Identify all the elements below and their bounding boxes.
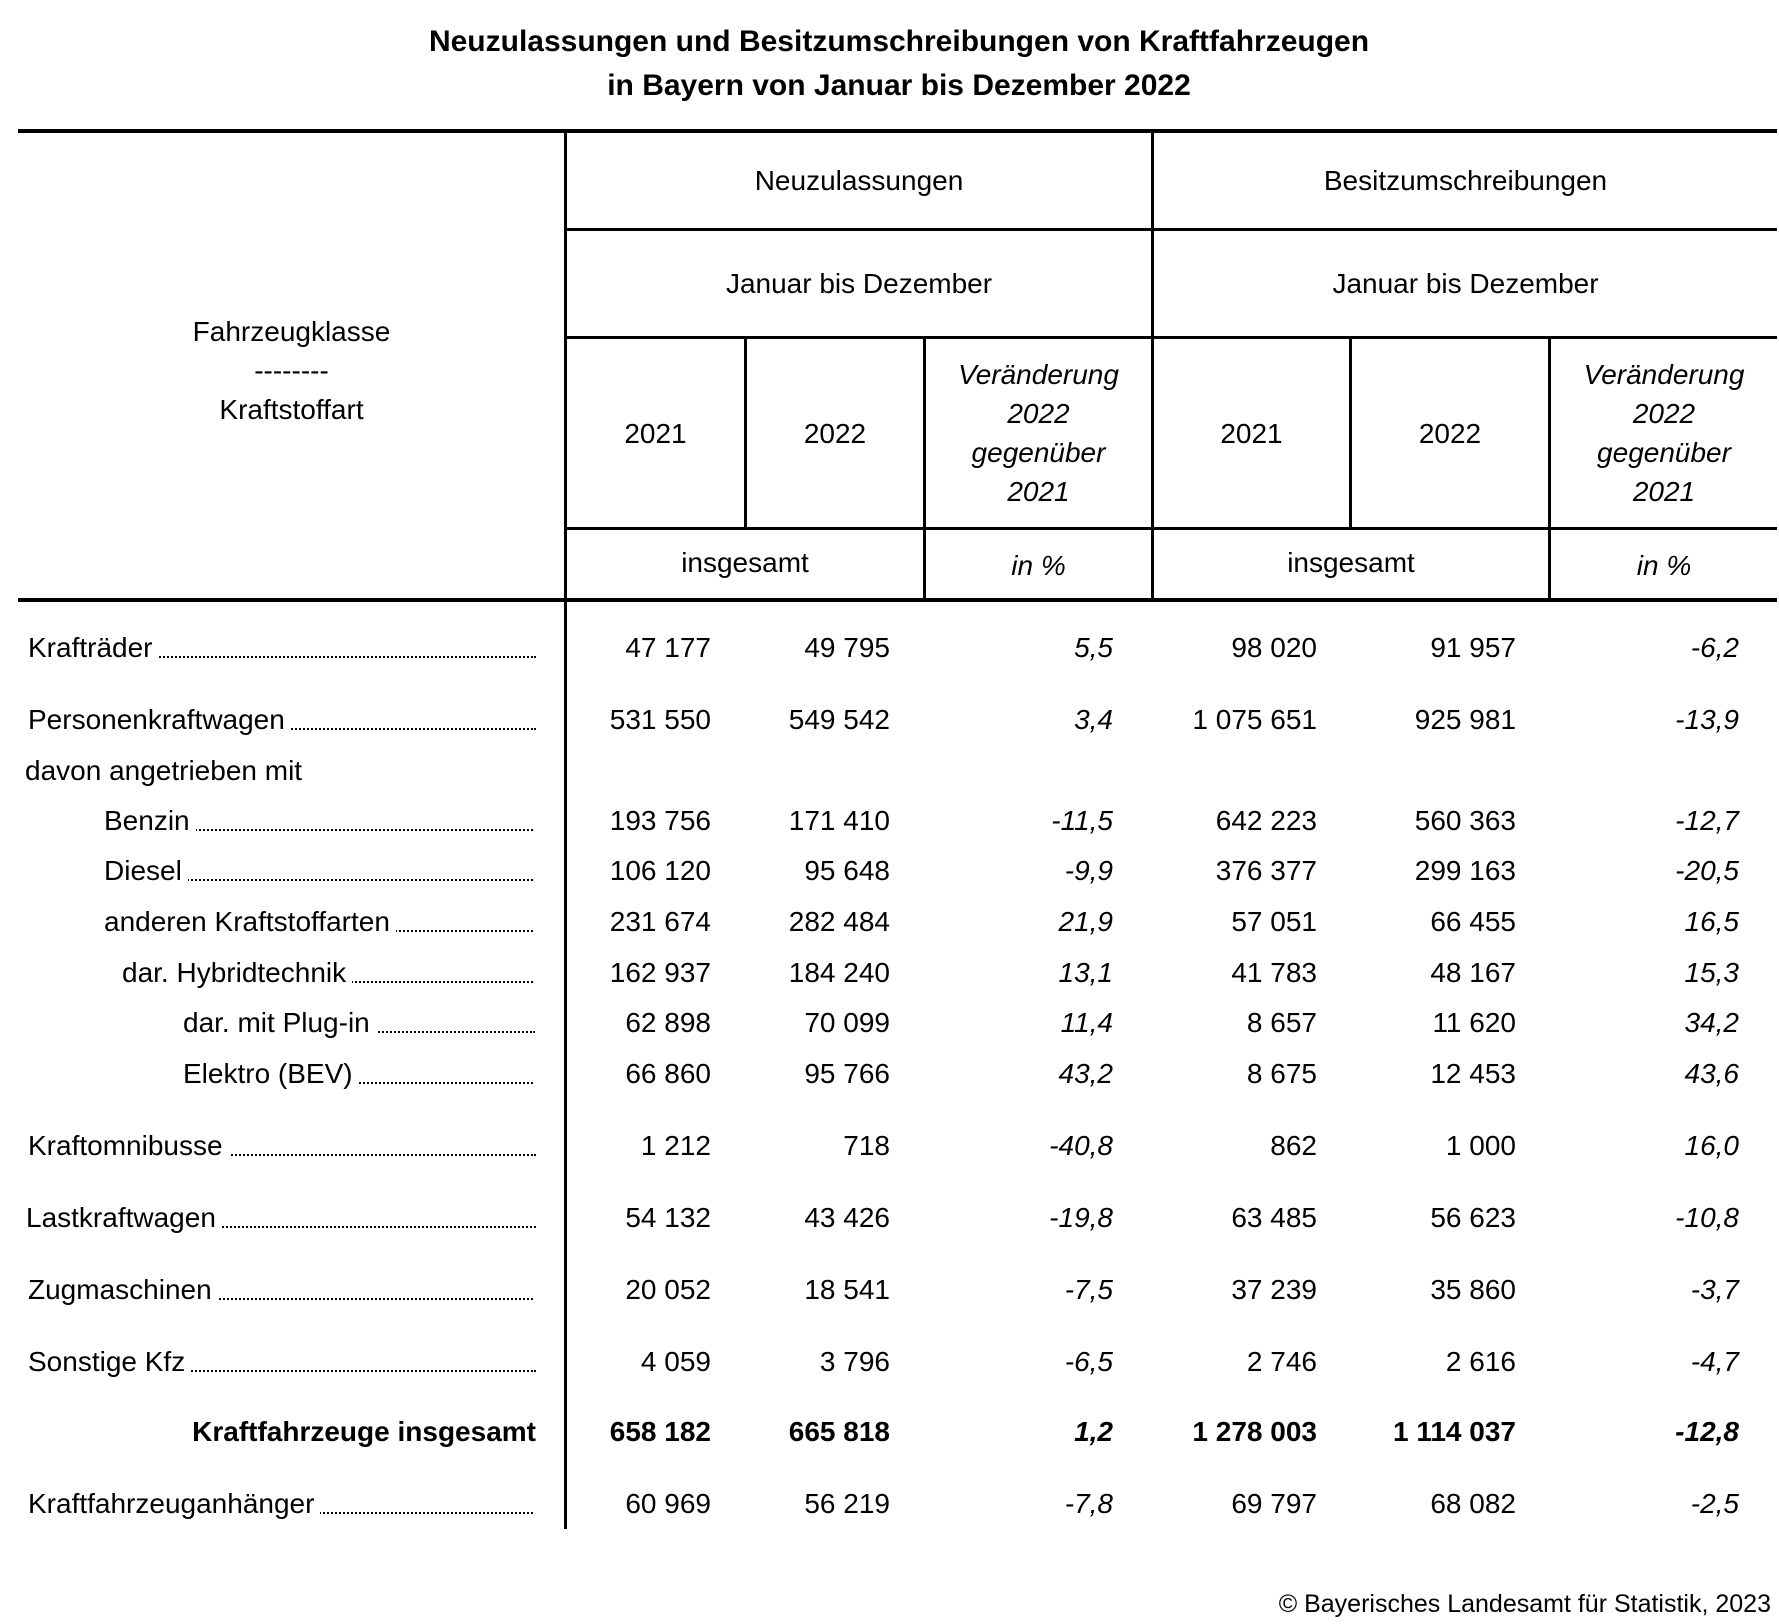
cell-bu-2022: 66 455 xyxy=(1430,906,1516,937)
cell-nz-2021: 162 937 xyxy=(609,957,711,988)
cell-nz-2021: 62 898 xyxy=(625,1007,711,1038)
row-label: Kraftomnibusse xyxy=(28,1124,536,1168)
cell-nz-change: -9,9 xyxy=(1064,855,1113,886)
cell-bu-2021: 41 783 xyxy=(1231,957,1317,988)
row-label: davon angetrieben mit xyxy=(25,749,533,793)
cell-bu-change: 43,6 xyxy=(1684,1058,1739,1089)
row-label: Krafträder xyxy=(28,626,536,670)
row-label: Lastkraftwagen xyxy=(26,1196,536,1240)
row-label-header-separator: -------- xyxy=(254,354,329,386)
cell-bu-change: -3,7 xyxy=(1690,1274,1739,1305)
table-row-elektro-bev xyxy=(0,1052,1779,1096)
cell-bu-2022: 91 957 xyxy=(1430,632,1516,663)
cell-nz-2022: 95 766 xyxy=(804,1058,890,1089)
cell-bu-change: 16,0 xyxy=(1684,1130,1739,1161)
cell-bu-change: -6,2 xyxy=(1690,632,1739,663)
cell-bu-change: -4,7 xyxy=(1690,1346,1739,1377)
table-row-personenkraftwagen xyxy=(0,698,1779,742)
cell-nz-2021: 66 860 xyxy=(625,1058,711,1089)
col-header-bu-2021: 2021 xyxy=(1220,417,1283,449)
cell-nz-2022: 43 426 xyxy=(804,1202,890,1233)
cell-bu-2022: 35 860 xyxy=(1430,1274,1516,1305)
cell-nz-2022: 3 796 xyxy=(819,1346,890,1377)
cell-bu-2022: 2 616 xyxy=(1445,1346,1516,1377)
table-row-anderen-kraftstoffarten xyxy=(0,900,1779,944)
bu-change-line-1: Veränderung xyxy=(1583,359,1745,390)
cell-nz-2021: 4 059 xyxy=(640,1346,711,1377)
group-header-neuzulassungen: Neuzulassungen xyxy=(754,165,964,196)
row-label: Benzin xyxy=(104,799,533,843)
row-label: Personenkraftwagen xyxy=(28,698,536,742)
cell-nz-2021: 47 177 xyxy=(625,632,711,663)
row-label: Kraftfahrzeuge insgesamt xyxy=(192,1416,536,1447)
cell-bu-2021: 1 278 003 xyxy=(1192,1416,1317,1447)
cell-bu-2021: 2 746 xyxy=(1246,1346,1317,1377)
cell-bu-2021: 642 223 xyxy=(1215,805,1317,836)
cell-bu-change: 16,5 xyxy=(1684,906,1739,937)
cell-nz-2022: 18 541 xyxy=(804,1274,890,1305)
cell-bu-2022: 68 082 xyxy=(1430,1488,1516,1519)
cell-bu-change: -12,8 xyxy=(1675,1416,1739,1447)
cell-bu-change: 15,3 xyxy=(1684,957,1739,988)
cell-bu-2021: 862 xyxy=(1270,1130,1317,1161)
cell-nz-change: -40,8 xyxy=(1049,1130,1113,1161)
table-row-lastkraftwagen xyxy=(0,1196,1779,1240)
row-label: anderen Kraftstoffarten xyxy=(104,900,533,944)
cell-nz-2021: 231 674 xyxy=(609,906,711,937)
table-row-kraftfahrzeuganhaenger xyxy=(0,1482,1779,1526)
cell-bu-2022: 560 363 xyxy=(1414,805,1516,836)
cell-nz-2022: 95 648 xyxy=(804,855,890,886)
cell-bu-2021: 57 051 xyxy=(1231,906,1317,937)
unit-header-bu-pct: in % xyxy=(1636,549,1692,581)
cell-nz-change: 11,4 xyxy=(1060,1007,1113,1038)
row-label-header-line-1: Fahrzeugklasse xyxy=(192,315,391,347)
copyright-footer: © Bayerisches Landesamt für Statistik, 2023 xyxy=(1278,1590,1771,1618)
cell-bu-2021: 8 675 xyxy=(1246,1058,1317,1089)
cell-bu-2022: 1 000 xyxy=(1445,1130,1516,1161)
cell-bu-change: -10,8 xyxy=(1675,1202,1739,1233)
cell-nz-change: -6,5 xyxy=(1064,1346,1113,1377)
cell-bu-2021: 63 485 xyxy=(1231,1202,1317,1233)
cell-bu-2021: 37 239 xyxy=(1231,1274,1317,1305)
cell-nz-2021: 658 182 xyxy=(609,1416,711,1447)
unit-header-nz-pct: in % xyxy=(1011,549,1066,581)
period-header-neuzulassungen: Januar bis Dezember xyxy=(725,268,993,299)
table-row-hybridtechnik xyxy=(0,951,1779,995)
cell-bu-2022: 925 981 xyxy=(1414,704,1516,735)
row-label-header xyxy=(18,290,565,450)
cell-nz-change: -19,8 xyxy=(1049,1202,1113,1233)
nz-change-line-2: 2022 xyxy=(1007,398,1070,429)
row-label: Kraftfahrzeuganhänger xyxy=(28,1482,533,1526)
cell-bu-2022: 299 163 xyxy=(1414,855,1516,886)
table-row-kraftomnibusse xyxy=(0,1124,1779,1168)
cell-nz-change: 21,9 xyxy=(1058,906,1113,937)
table-row-sonstige-kfz xyxy=(0,1340,1779,1384)
cell-bu-2021: 69 797 xyxy=(1231,1488,1317,1519)
cell-nz-change: 13,1 xyxy=(1058,957,1113,988)
row-label-header-line-2: Kraftstoffart xyxy=(219,393,364,425)
cell-nz-2021: 54 132 xyxy=(625,1202,711,1233)
table-title-line-2: in Bayern von Januar bis Dezember 2022 xyxy=(607,69,1191,102)
period-header-besitzumschreibungen: Januar bis Dezember xyxy=(1332,268,1599,299)
unit-header-nz-abs: insgesamt xyxy=(681,546,809,578)
cell-bu-2022: 48 167 xyxy=(1430,957,1516,988)
cell-nz-change: 3,4 xyxy=(1074,704,1113,735)
cell-bu-2021: 98 020 xyxy=(1231,632,1317,663)
cell-nz-change: -11,5 xyxy=(1051,805,1113,836)
cell-nz-2022: 282 484 xyxy=(788,906,890,937)
cell-nz-change: 5,5 xyxy=(1074,632,1113,663)
bu-change-line-2: 2022 xyxy=(1632,398,1696,429)
cell-nz-2021: 1 212 xyxy=(640,1130,711,1161)
cell-nz-2021: 60 969 xyxy=(625,1488,711,1519)
cell-nz-2022: 184 240 xyxy=(788,957,890,988)
row-label: Sonstige Kfz xyxy=(28,1340,536,1384)
nz-change-line-3: gegenüber xyxy=(971,437,1106,468)
cell-bu-change: -20,5 xyxy=(1675,855,1739,886)
nz-change-line-4: 2021 xyxy=(1007,476,1070,507)
unit-header-bu-abs: insgesamt xyxy=(1287,546,1415,578)
cell-bu-2022: 1 114 037 xyxy=(1392,1416,1516,1447)
cell-nz-2021: 193 756 xyxy=(609,805,711,836)
cell-bu-2021: 1 075 651 xyxy=(1192,704,1317,735)
cell-nz-2022: 70 099 xyxy=(804,1007,890,1038)
row-label: Diesel xyxy=(104,849,533,893)
cell-nz-2021: 20 052 xyxy=(625,1274,711,1305)
cell-bu-2022: 12 453 xyxy=(1430,1058,1516,1089)
bu-change-line-3: gegenüber xyxy=(1597,437,1731,468)
row-label: dar. mit Plug-in xyxy=(183,1001,535,1045)
cell-nz-2022: 549 542 xyxy=(788,704,890,735)
cell-nz-change: 1,2 xyxy=(1074,1416,1113,1447)
col-header-nz-2021: 2021 xyxy=(624,417,687,449)
col-header-bu-change xyxy=(1551,339,1777,527)
cell-bu-2021: 8 657 xyxy=(1246,1007,1317,1038)
row-label: Elektro (BEV) xyxy=(183,1052,533,1096)
cell-bu-change: -2,5 xyxy=(1690,1488,1739,1519)
cell-bu-change: 34,2 xyxy=(1684,1007,1739,1038)
cell-nz-2022: 49 795 xyxy=(804,632,890,663)
cell-bu-2022: 11 620 xyxy=(1432,1007,1516,1038)
header-bottom-rule xyxy=(18,598,1777,602)
cell-nz-2022: 171 410 xyxy=(788,805,890,836)
col-header-nz-change xyxy=(926,339,1151,527)
table-row-plug-in xyxy=(0,1001,1779,1045)
cell-nz-2021: 531 550 xyxy=(609,704,711,735)
cell-nz-change: -7,5 xyxy=(1064,1274,1113,1305)
cell-bu-change: -13,9 xyxy=(1675,704,1739,735)
row-label: dar. Hybridtechnik xyxy=(122,951,533,995)
row-label: Zugmaschinen xyxy=(28,1268,533,1312)
cell-nz-2022: 665 818 xyxy=(788,1416,890,1447)
table-row-benzin xyxy=(0,799,1779,843)
table-row-total xyxy=(0,1410,1779,1454)
cell-nz-2021: 106 120 xyxy=(609,855,711,886)
bu-change-line-4: 2021 xyxy=(1632,476,1696,507)
cell-nz-change: 43,2 xyxy=(1058,1058,1113,1089)
cell-nz-2022: 56 219 xyxy=(804,1488,890,1519)
table-row-davon-angetrieben-mit xyxy=(0,749,1779,793)
col-header-bu-2022: 2022 xyxy=(1418,417,1482,449)
table-row-diesel xyxy=(0,849,1779,893)
cell-nz-change: -7,8 xyxy=(1064,1488,1113,1519)
table-row-zugmaschinen xyxy=(0,1268,1779,1312)
cell-bu-2022: 56 623 xyxy=(1430,1202,1516,1233)
col-header-nz-2022: 2022 xyxy=(803,417,867,449)
group-header-besitzumschreibungen: Besitzumschreibungen xyxy=(1323,165,1608,196)
cell-bu-2021: 376 377 xyxy=(1215,855,1317,886)
cell-bu-change: -12,7 xyxy=(1675,805,1739,836)
nz-change-line-1: Veränderung xyxy=(958,359,1119,390)
table-title-line-1: Neuzulassungen und Besitzumschreibungen von Kraftfahrzeugen xyxy=(428,25,1370,58)
cell-nz-2022: 718 xyxy=(843,1130,890,1161)
table-row-kraftraeder xyxy=(0,626,1779,670)
